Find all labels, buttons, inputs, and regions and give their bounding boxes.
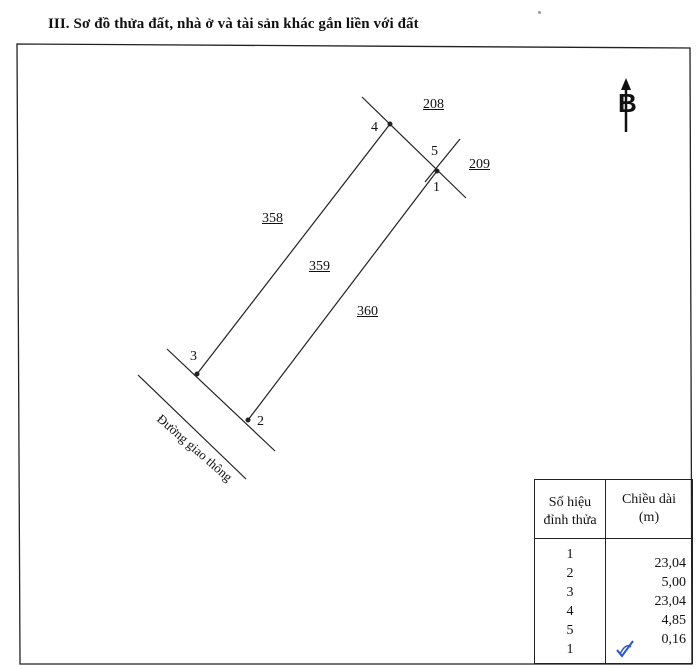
point-cell: 5 (566, 623, 574, 638)
vertex-dot-2 (246, 418, 251, 423)
length-cell: 0,16 (661, 632, 686, 647)
side-1-2 (248, 171, 437, 420)
length-cell: 5,00 (661, 575, 686, 590)
side-4-3 (197, 124, 390, 374)
parcel-208-label: 208 (423, 97, 444, 112)
road-label: Đường giao thông (154, 411, 236, 485)
check-mark-icon (614, 638, 636, 660)
section-heading: III. Sơ đồ thửa đất, nhà ở và tài sản khác gắn liền với đất (48, 16, 419, 32)
parcel-209-label: 209 (469, 157, 490, 172)
vertex-label-3: 3 (190, 349, 197, 364)
boundary-top (362, 97, 466, 198)
header-points (535, 480, 606, 539)
point-cell: 3 (566, 585, 574, 600)
parcel-359-label: 359 (309, 259, 330, 274)
point-cell: 4 (566, 604, 574, 619)
vertex-dot-1 (435, 169, 440, 174)
length-cell: 23,04 (654, 556, 686, 571)
point-cell: 1 (566, 642, 574, 657)
vertex-dot-4 (388, 122, 393, 127)
point-cell: 1 (566, 547, 574, 562)
length-cell: 4,85 (661, 613, 686, 628)
road-edge-lower (138, 375, 246, 479)
vertex-label-2: 2 (257, 414, 264, 429)
vertex-label-5: 5 (431, 144, 438, 159)
header-points-line2: đỉnh thửa (543, 513, 597, 528)
north-arrow-icon (615, 78, 637, 134)
header-length (606, 480, 693, 539)
parcel-360-label: 360 (357, 304, 378, 319)
vertex-dot-3 (195, 372, 200, 377)
vertex-length-table (534, 479, 693, 664)
vertex-label-1: 1 (433, 180, 440, 195)
parcel-358-label: 358 (262, 211, 283, 226)
header-length-line2: (m) (638, 510, 660, 525)
points-column (535, 539, 606, 664)
vertex-label-4: 4 (371, 120, 378, 135)
length-cell: 23,04 (654, 594, 686, 609)
header-points-line1: Số hiệu (548, 495, 592, 510)
north-letter: B (618, 88, 637, 118)
point-cell: 2 (566, 566, 574, 581)
header-length-line1: Chiều dài (621, 492, 677, 507)
